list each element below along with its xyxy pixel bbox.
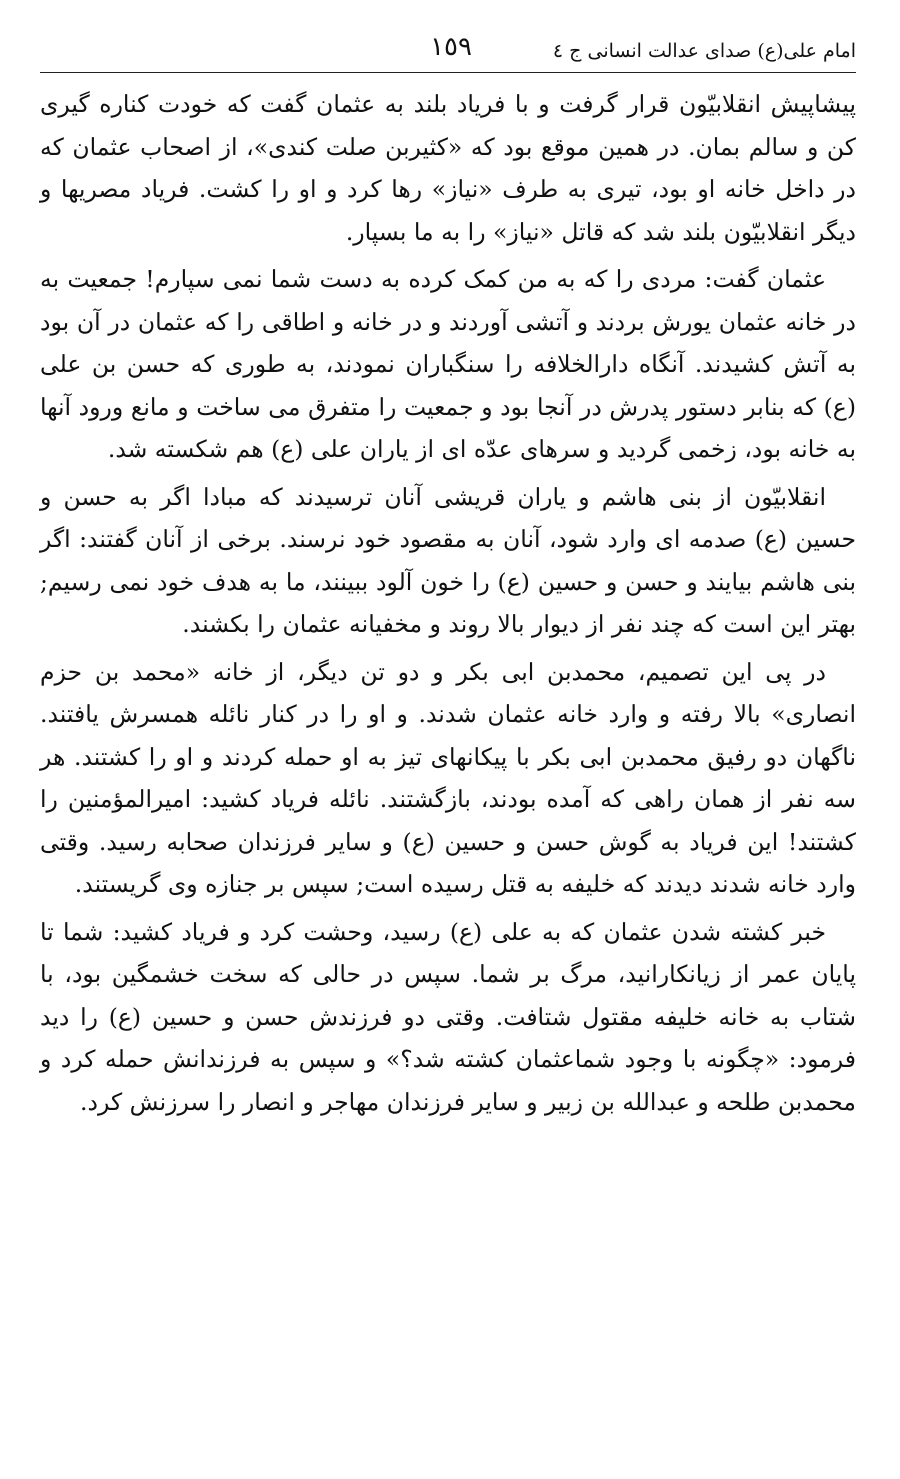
paragraph: در پی این تصمیم، محمدبن ابی بکر و دو تن دیگر، از خانه «محمد بن حزم انصاری» بالا رفته و وارد خانه عثمان شدند. و او را در کنار نائله همسرش یافتند. ناگهان دو رفیق محمدبن ابی بکر با پیکانهای تیز به او حمله کردند و او را کشتند. هر سه نفر از همان راهی که آمده بودند، بازگشتند. نائله فریاد کشید: امیرالمؤمنین را کشتند! این فریاد به گوش حسن و حسین (ع) و سایر فرزندان صحابه رسید. وقتی وارد خانه شدند دیدند که خلیفه به قتل رسیده است; سپس بر جنازه وی گریستند. <box>40 657 856 898</box>
paragraph: عثمان گفت: مردی را که به من کمک کرده به دست شما نمی سپارم! جمعیت به در خانه عثمان یورش بردند و آتشی آوردند و در خانه و اطاقی را که عثمان در آن بود به آتش کشیدند. آنگاه دارالخلافه را سنگباران نمودند، به طوری که حسن بن علی (ع) که بنابر دستور پدرش در آنجا بود و جمعیت را متفرق می ساخت و مانع ورود آنها به خانه بود، زخمی گردید و سرهای عدّه ای از یاران علی (ع) هم شکسته شد. <box>40 265 856 463</box>
running-title: امام علی(ع) صدای عدالت انسانی ج ٤ <box>552 40 856 62</box>
paragraph: پیشاپیش انقلابیّون قرار گرفت و با فریاد بلند به عثمان گفت که خودت کناره گیری کن و سالم بمان. در همین موقع بود که «کثیربن صلت کندی»، از اصحاب عثمان که در داخل خانه او بود، تیری به طرف «نیاز» رها کرد و او را کشت. فریاد مصریها و دیگر انقلابیّون بلند شد که قاتل «نیاز» را به ما بسپار. <box>40 90 856 246</box>
body-text <box>40 83 856 1123</box>
paragraph: انقلابیّون از بنی هاشم و یاران قریشی آنان ترسیدند که مبادا اگر به حسن و حسین (ع) صدمه ای وارد شود، آنان به مقصود خود نرسند. برخی از آنان گفتند: اگر بنی هاشم بیایند و حسن و حسین (ع) را خون آلود ببینند، ما به هدف خود نمی رسیم; بهتر این است که چند نفر از دیوار بالا روند و مخفیانه عثمان را بکشند. <box>40 482 856 638</box>
page-number: ١٥٩ <box>430 32 472 62</box>
page-header <box>40 30 856 73</box>
book-page <box>40 30 856 1450</box>
paragraph: خبر کشته شدن عثمان که به علی (ع) رسید، وحشت کرد و فریاد کشید: شما تا پایان عمر از زیانکارانید، مرگ بر شما. سپس در حالی که سخت خشمگین بود، با شتاب به خانه خلیفه مقتول شتافت. وقتی دو فرزندش حسن و حسین (ع) را دید فرمود: «چگونه با وجود شماعثمان کشته شد؟» و سپس به فرزندانش حمله کرد و محمدبن طلحه و عبدالله بن زبیر و سایر فرزندان مهاجر و انصار را سرزنش کرد. <box>40 917 856 1116</box>
